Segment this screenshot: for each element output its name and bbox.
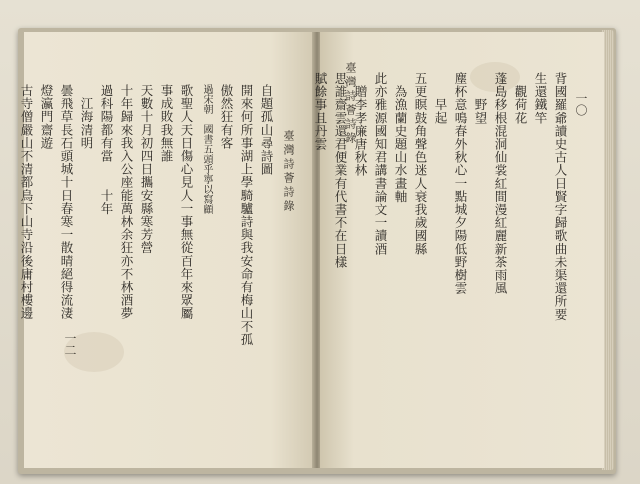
text-column: 過宋朝 國書五頭乎寧以寫顧	[201, 84, 212, 214]
text-column: 塵杯意鳴春外秋心一點城夕陽低野樹雲	[453, 72, 468, 295]
left-page-text	[17, 84, 276, 346]
right-page-number: 一〇	[574, 92, 588, 116]
open-book	[18, 28, 616, 474]
text-column: 賦餘事且丹雲	[313, 72, 328, 151]
text-column: 五更瞑鼓角聲色迷人衰我歲國縣	[413, 72, 428, 256]
text-column: 贈李孝廉唐秋林	[353, 72, 368, 190]
text-column: 觀荷花	[513, 72, 528, 125]
text-column: 十年歸來我入公座能萬林余狂亦不林酒夢	[119, 84, 134, 320]
text-column: 早起	[433, 72, 448, 125]
text-column: 過科陽都有當 十年	[99, 84, 114, 215]
right-page-header: 臺灣詩薈詩錄	[344, 62, 357, 146]
text-column: 江海清明	[79, 84, 94, 150]
text-column: 思誰齋雲還君便業有代書不在日樣	[333, 72, 348, 269]
text-column: 傲然狂有客	[219, 84, 234, 150]
left-page-number: 一二	[63, 332, 77, 356]
text-column: 背國羅爺讀史古人日賢字歸歌曲未渠還所要	[553, 72, 568, 321]
text-column: 歌聖人天日傷心見人一事無從百年來眾屬	[179, 84, 194, 320]
text-column: 天數十月初四日攜安縣寒芳營	[139, 84, 154, 255]
text-column: 自題孤山尋詩圖	[259, 84, 274, 176]
text-column: 古寺僧嚴山不清都鳥下山寺沿後庸村樓邊	[19, 84, 34, 320]
right-page	[313, 32, 604, 468]
text-column: 事成敗我無誰	[159, 84, 174, 163]
text-column: 生還鐵竿	[533, 72, 548, 125]
text-column: 此亦雅源國知君講書論文一讀酒	[373, 72, 388, 256]
right-page-text	[311, 72, 570, 334]
text-column: 開來何所事湖上學騎驢詩與我安命有梅山不孤	[239, 84, 254, 346]
text-column: 燈瀛門齋遊	[39, 84, 54, 150]
text-column: 曇飛草長石頭城十日春寒一散晴絕得流淒	[59, 84, 74, 320]
text-column: 野望	[473, 72, 488, 125]
left-page-header: 臺灣詩薈詩錄	[282, 130, 295, 214]
text-column: 蓬島移根混洞仙裳紅間漫紅麗新茶雨風	[493, 72, 508, 295]
text-column: 為漁蘭史題山水畫軸	[393, 72, 408, 203]
left-page	[19, 32, 314, 468]
